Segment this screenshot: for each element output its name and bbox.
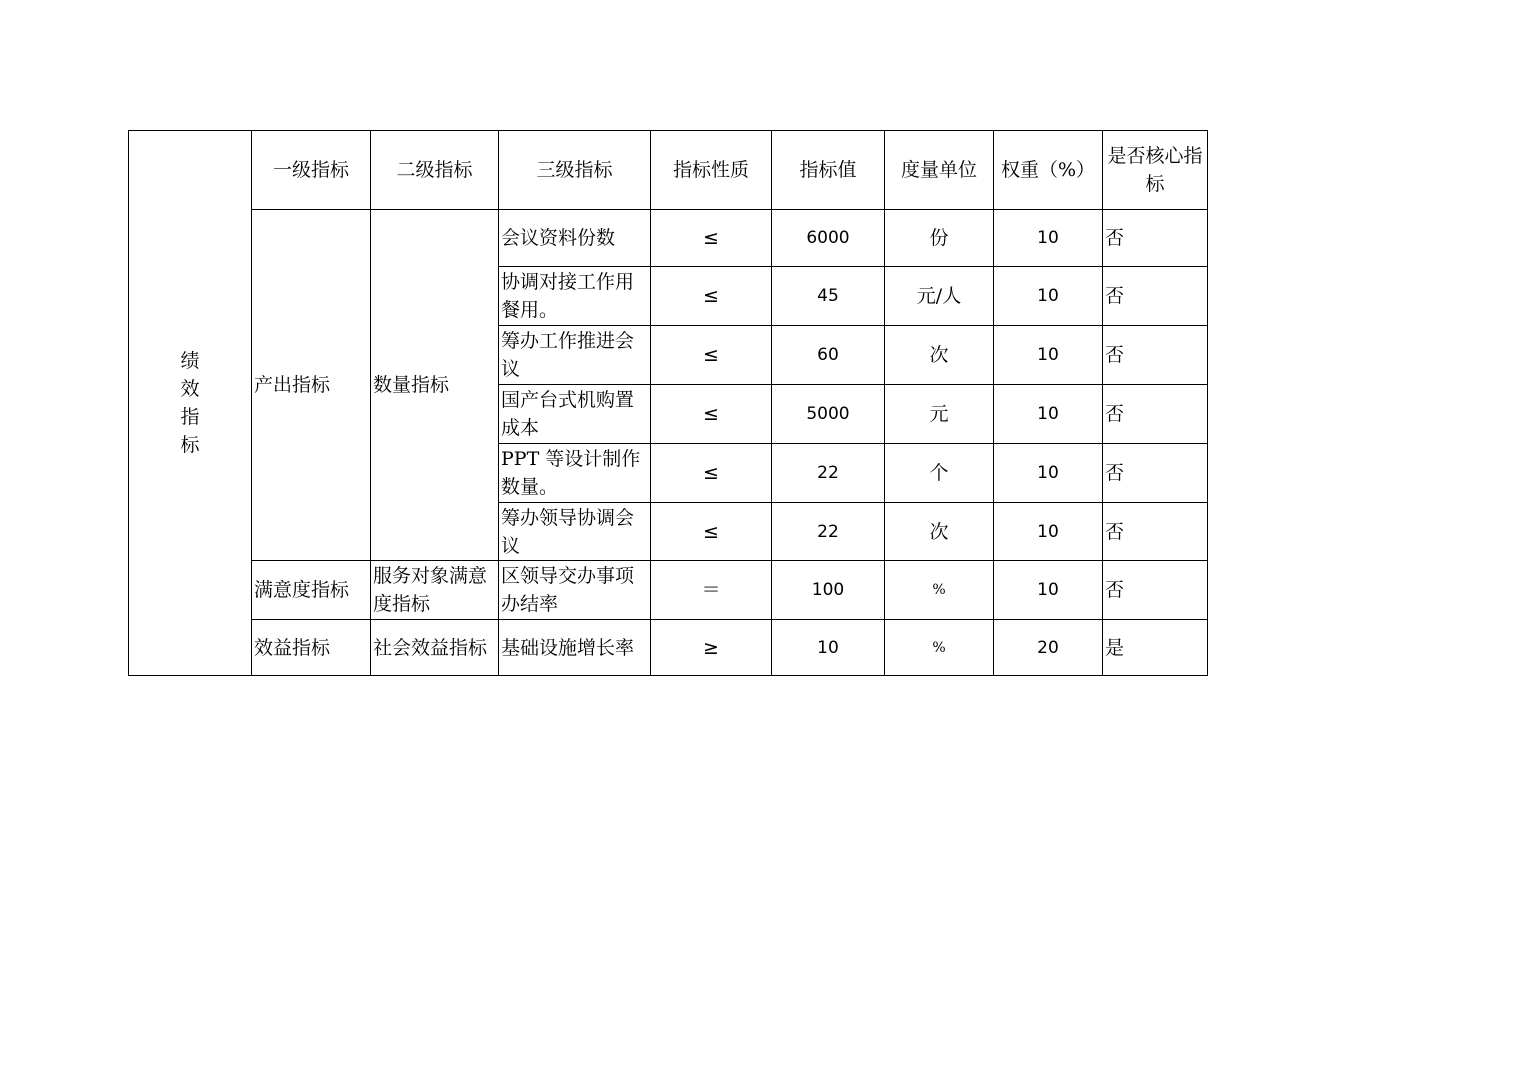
nature-cell: ≥ [651,620,772,676]
weight-cell: 10 [994,503,1103,561]
level3-cell: 基础设施增长率 [499,620,651,676]
value-cell: 60 [772,326,885,385]
header-value: 指标值 [772,131,885,210]
header-level3: 三级指标 [499,131,651,210]
nature-cell: ＝ [651,561,772,620]
level3-cell: 国产台式机购置成本 [499,385,651,444]
value-cell: 45 [772,267,885,326]
unit-cell: % [885,561,994,620]
value-cell: 5000 [772,385,885,444]
core-cell: 否 [1103,444,1208,503]
table-row [129,210,1208,267]
unit-cell: 份 [885,210,994,267]
level3-cell: 协调对接工作用餐用。 [499,267,651,326]
performance-indicator-table [128,130,1208,676]
output-level2-cell: 数量指标 [371,210,499,561]
nature-cell: ≤ [651,444,772,503]
unit-cell: 个 [885,444,994,503]
satisfaction-level2-cell: 服务对象满意度指标 [371,561,499,620]
unit-cell: 元/人 [885,267,994,326]
satisfaction-level1-cell: 满意度指标 [252,561,371,620]
nature-cell: ≤ [651,503,772,561]
header-nature: 指标性质 [651,131,772,210]
weight-cell: 10 [994,210,1103,267]
weight-cell: 10 [994,385,1103,444]
level3-cell: 会议资料份数 [499,210,651,267]
weight-cell: 10 [994,561,1103,620]
weight-cell: 20 [994,620,1103,676]
value-cell: 6000 [772,210,885,267]
header-core: 是否核心指标 [1103,131,1208,210]
weight-cell: 10 [994,267,1103,326]
core-cell: 否 [1103,326,1208,385]
section-label-char: 指 [180,406,200,428]
level3-cell: 筹办工作推进会议 [499,326,651,385]
unit-cell: 次 [885,503,994,561]
nature-cell: ≤ [651,210,772,267]
table-row [129,620,1208,676]
header-level1: 一级指标 [252,131,371,210]
value-cell: 22 [772,444,885,503]
header-unit: 度量单位 [885,131,994,210]
header-weight: 权重（%） [994,131,1103,210]
header-row [129,131,1208,210]
benefit-level2-cell: 社会效益指标 [371,620,499,676]
value-cell: 22 [772,503,885,561]
nature-cell: ≤ [651,326,772,385]
section-label-char: 绩 [180,350,200,372]
weight-cell: 10 [994,444,1103,503]
level3-cell: 筹办领导协调会议 [499,503,651,561]
weight-cell: 10 [994,326,1103,385]
core-cell: 是 [1103,620,1208,676]
table-row [129,561,1208,620]
core-cell: 否 [1103,267,1208,326]
unit-cell: 元 [885,385,994,444]
level3-cell: PPT 等设计制作数量。 [499,444,651,503]
level3-cell: 区领导交办事项办结率 [499,561,651,620]
value-cell: 10 [772,620,885,676]
core-cell: 否 [1103,385,1208,444]
core-cell: 否 [1103,210,1208,267]
value-cell: 100 [772,561,885,620]
output-level1-cell: 产出指标 [252,210,371,561]
section-label-char: 效 [180,378,200,400]
unit-cell: 次 [885,326,994,385]
benefit-level1-cell: 效益指标 [252,620,371,676]
section-label-cell [129,131,252,676]
header-level2: 二级指标 [371,131,499,210]
section-label-char: 标 [180,434,200,456]
nature-cell: ≤ [651,385,772,444]
nature-cell: ≤ [651,267,772,326]
core-cell: 否 [1103,503,1208,561]
unit-cell: % [885,620,994,676]
core-cell: 否 [1103,561,1208,620]
